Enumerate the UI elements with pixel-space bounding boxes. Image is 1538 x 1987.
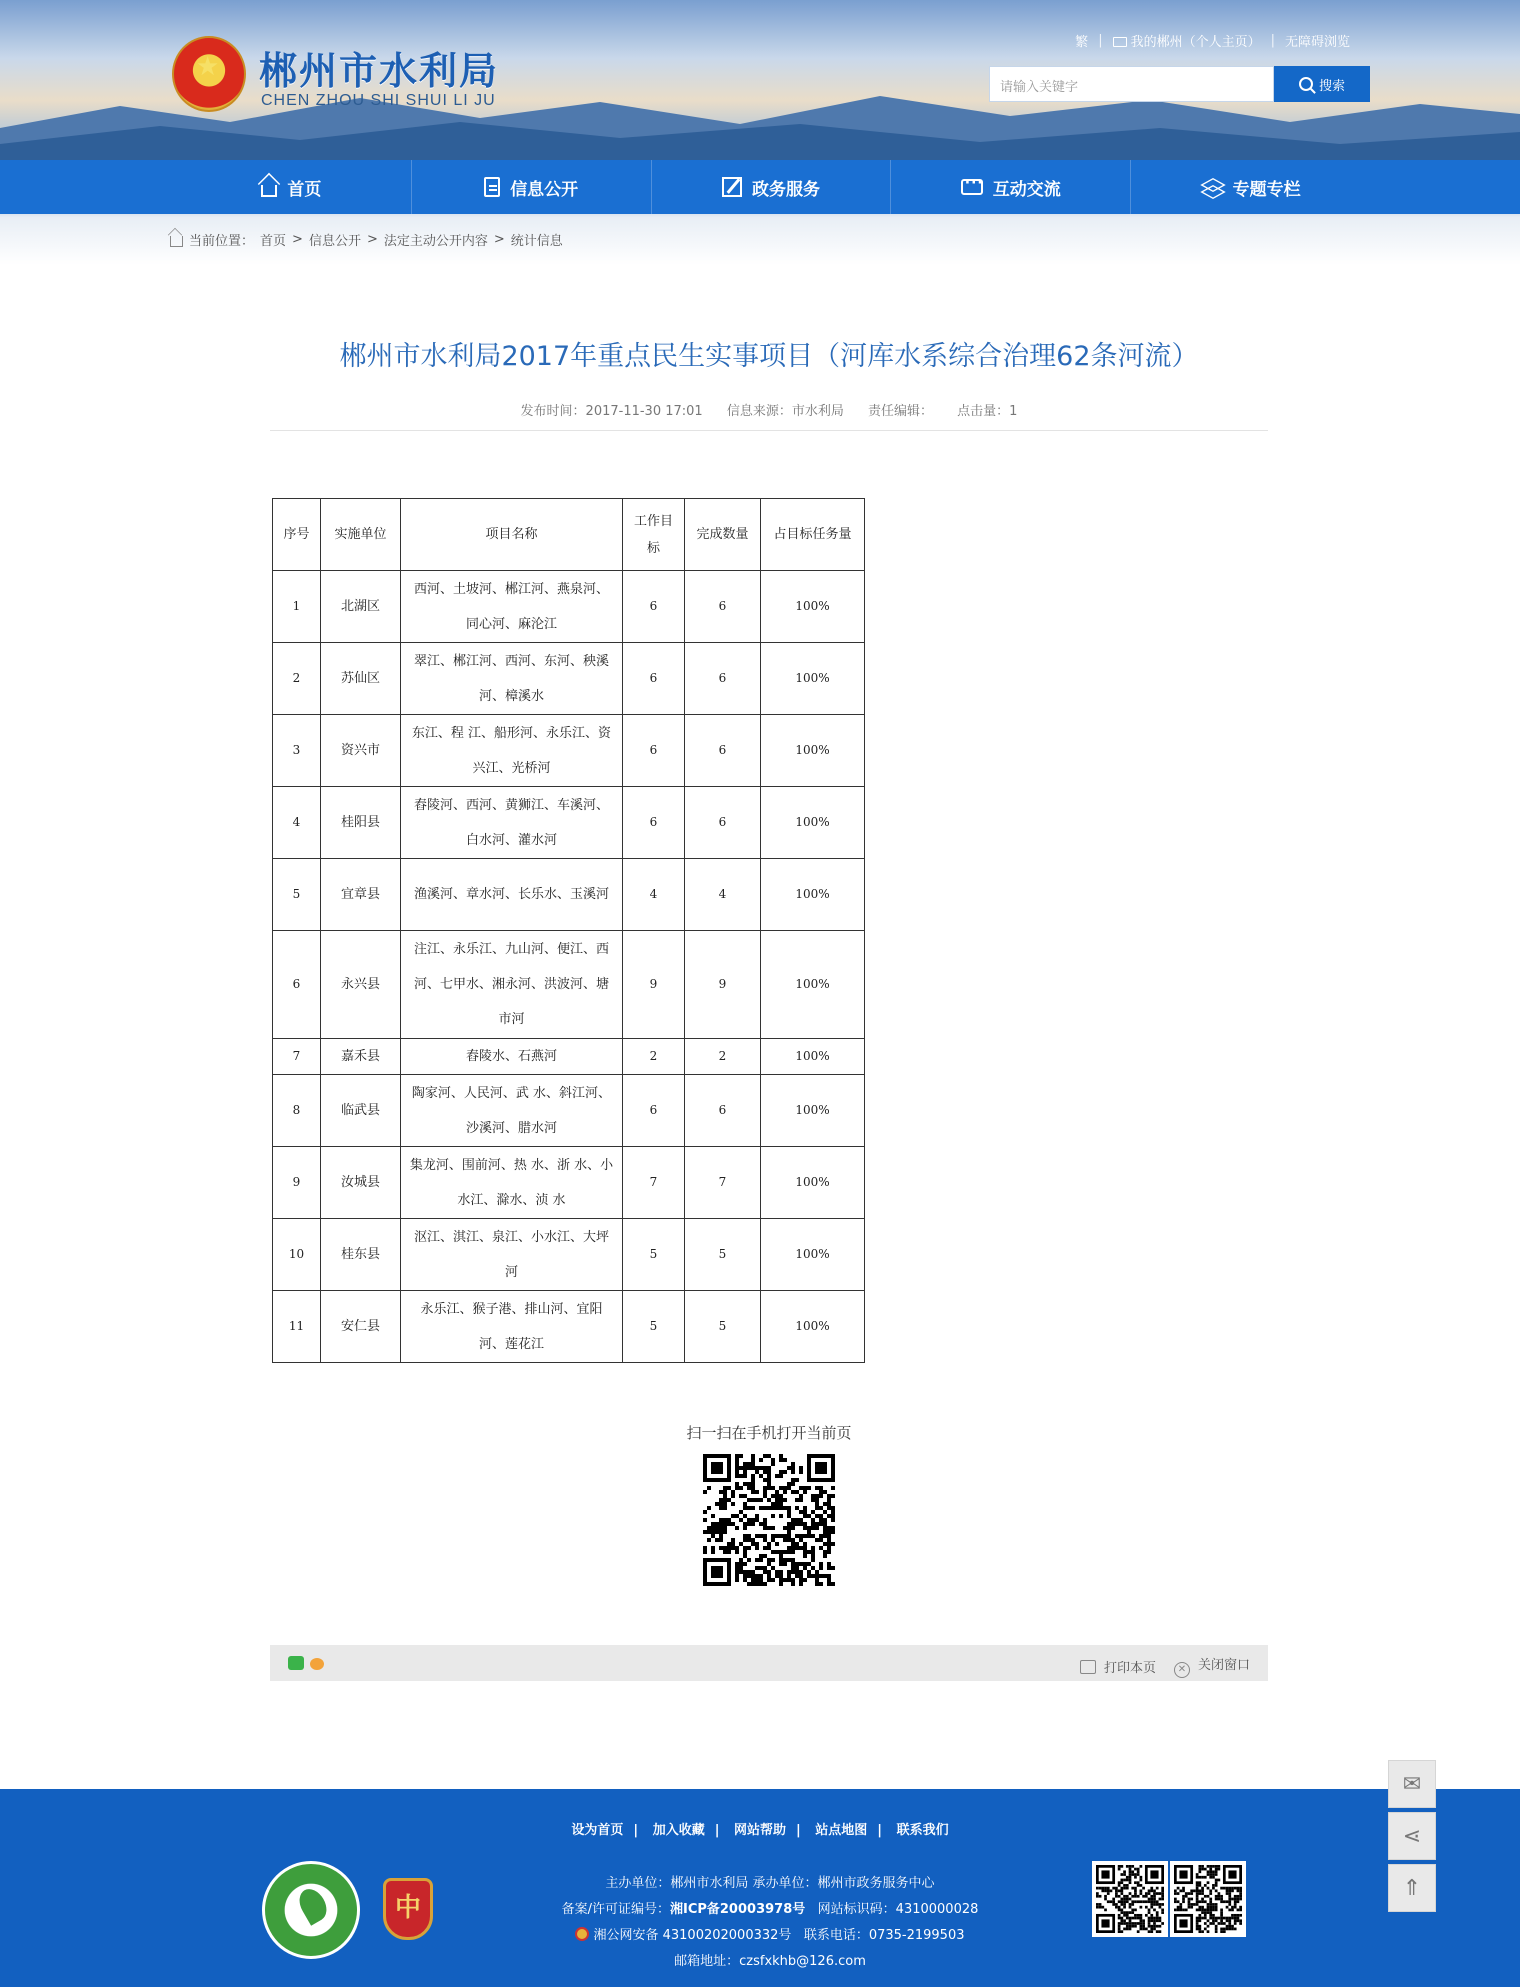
table-header-cell: 完成数量 <box>685 499 761 571</box>
nav-item-label: 政务服务 <box>751 179 820 200</box>
table-cell: 6 <box>685 571 761 643</box>
table-cell: 渔溪河、章水河、长乐水、玉溪河 <box>401 859 623 931</box>
share-bar <box>270 1645 1268 1681</box>
table-cell: 9 <box>685 931 761 1039</box>
table-cell: 陶家河、人民河、武 水、斜江河、沙溪河、腊水河 <box>401 1075 623 1147</box>
table-cell: 安仁县 <box>321 1291 401 1363</box>
footer-qr-code-2 <box>1170 1861 1246 1937</box>
breadcrumb-separator: > <box>366 232 378 247</box>
table-cell: 4 <box>273 787 321 859</box>
footer-link-set-homepage[interactable]: 设为首页 <box>571 1823 624 1838</box>
share-float-button[interactable] <box>1388 1812 1436 1860</box>
publish-time: 发布时间：2017-11-30 17:01 <box>520 404 703 419</box>
table-cell: 9 <box>623 931 685 1039</box>
search-button[interactable] <box>1274 66 1370 102</box>
table-cell: 6 <box>623 1075 685 1147</box>
table-cell: 100% <box>761 931 865 1039</box>
civilized-website-badge[interactable] <box>262 1861 360 1959</box>
table-row <box>273 787 865 859</box>
separator: | <box>1098 33 1103 48</box>
table-cell: 6 <box>623 571 685 643</box>
close-icon: ✕ <box>1174 1662 1190 1678</box>
print-label: 打印本页 <box>1103 1660 1156 1676</box>
footer <box>0 1789 1520 1987</box>
table-cell: 9 <box>273 1147 321 1219</box>
share-icon: ⋖ <box>1402 1823 1422 1849</box>
table-cell: 沤江、淇江、泉江、小水江、大坪河 <box>401 1219 623 1291</box>
footer-link-sitemap[interactable]: 站点地图 <box>815 1823 868 1838</box>
table-cell: 西河、土坡河、郴江河、燕泉河、同心河、麻沦江 <box>401 571 623 643</box>
project-table <box>272 498 865 1363</box>
site-subtitle: CHEN ZHOU SHI SHUI LI JU <box>261 92 496 109</box>
table-row <box>273 1291 865 1363</box>
nav-item-label: 首页 <box>287 179 322 200</box>
table-cell: 5 <box>623 1291 685 1363</box>
nav-item-info-disclosure[interactable] <box>412 160 652 214</box>
footer-info <box>480 1871 1060 1975</box>
table-cell: 舂陵水、石燕河 <box>401 1039 623 1075</box>
table-cell: 临武县 <box>321 1075 401 1147</box>
table-row <box>273 715 865 787</box>
table-header-cell: 序号 <box>273 499 321 571</box>
article-title: 郴州市水利局2017年重点民生实事项目（河库水系综合治理62条河流） <box>339 341 1199 372</box>
table-cell: 100% <box>761 859 865 931</box>
main-nav <box>0 160 1520 214</box>
table-cell: 集龙河、围前河、热 水、浙 水、小水江、滁水、浈 水 <box>401 1147 623 1219</box>
footer-link-bookmark[interactable]: 加入收藏 <box>652 1823 705 1838</box>
table-cell: 宜章县 <box>321 859 401 931</box>
wechat-share-icon[interactable] <box>288 1656 304 1670</box>
table-cell: 100% <box>761 571 865 643</box>
traditional-chinese-link[interactable]: 繁 <box>1075 35 1089 50</box>
table-cell: 5 <box>685 1291 761 1363</box>
icp-number[interactable]: 湘ICP备20003978号 <box>669 1902 806 1917</box>
header-banner <box>0 0 1520 265</box>
table-row <box>273 1147 865 1219</box>
table-cell: 4 <box>623 859 685 931</box>
party-government-badge[interactable]: 中 <box>383 1878 433 1940</box>
table-cell: 11 <box>273 1291 321 1363</box>
table-cell: 永兴县 <box>321 931 401 1039</box>
print-button[interactable] <box>1080 1657 1156 1676</box>
table-cell: 桂阳县 <box>321 787 401 859</box>
table-row <box>273 931 865 1039</box>
separator: | <box>1270 33 1275 48</box>
table-cell: 7 <box>685 1147 761 1219</box>
table-header-cell: 工作目标 <box>623 499 685 571</box>
article-meta <box>270 400 1268 419</box>
nav-item-label: 专题专栏 <box>1232 179 1301 200</box>
table-cell: 100% <box>761 1219 865 1291</box>
floating-toolbar <box>1388 1760 1438 1916</box>
table-cell: 嘉禾县 <box>321 1039 401 1075</box>
breadcrumb-separator: > <box>493 232 505 247</box>
table-header-cell: 项目名称 <box>401 499 623 571</box>
table-cell: 永乐江、猴子港、排山河、宜阳河、莲花江 <box>401 1291 623 1363</box>
qr-caption: 扫一扫在手机打开当前页 <box>686 1424 852 1442</box>
contact-email: 邮箱地址：czsfxkhb@126.com <box>674 1954 866 1969</box>
click-count: 点击量：1 <box>957 404 1018 419</box>
table-cell: 桂东县 <box>321 1219 401 1291</box>
top-links <box>1075 31 1350 50</box>
table-cell: 100% <box>761 643 865 715</box>
table-cell: 100% <box>761 1147 865 1219</box>
police-record[interactable]: 湘公网安备 43100202000332号 <box>593 1928 792 1943</box>
breadcrumb-item-statutory[interactable]: 法定主动公开内容 <box>383 234 488 249</box>
home-icon <box>261 185 277 197</box>
table-cell: 8 <box>273 1075 321 1147</box>
arrow-up-icon: ⇑ <box>1402 1875 1422 1901</box>
my-chenzhou-link[interactable] <box>1113 31 1261 50</box>
accessibility-link[interactable]: 无障碍浏览 <box>1284 35 1350 50</box>
leaf-icon <box>294 1884 332 1925</box>
table-cell: 6 <box>273 931 321 1039</box>
search-input[interactable]: 请输入关键字 <box>989 66 1274 102</box>
back-to-top-button[interactable] <box>1388 1864 1436 1912</box>
table-cell: 10 <box>273 1219 321 1291</box>
footer-links: 设为首页 | 加入收藏 | 网站帮助 | 站点地图 | 联系我们 <box>571 1823 949 1838</box>
table-row <box>273 859 865 931</box>
table-cell: 5 <box>685 1219 761 1291</box>
table-cell: 北湖区 <box>321 571 401 643</box>
search-icon <box>1299 77 1313 91</box>
breadcrumb-item-statistics[interactable]: 统计信息 <box>510 234 563 249</box>
qr-code <box>703 1454 835 1586</box>
table-header-cell: 占目标任务量 <box>761 499 865 571</box>
printer-icon <box>1080 1660 1096 1674</box>
close-label: 关闭窗口 <box>1197 1658 1250 1673</box>
table-header-row <box>273 499 865 571</box>
chat-icon <box>961 179 983 195</box>
table-cell: 7 <box>623 1147 685 1219</box>
footer-police-line <box>480 1923 1060 1949</box>
national-emblem-icon: ★ <box>172 36 246 112</box>
info-source: 信息来源：市水利局 <box>726 404 844 419</box>
breadcrumb-item-info-disclosure[interactable]: 信息公开 <box>308 234 361 249</box>
table-cell: 舂陵河、西河、黄狮江、车溪河、白水河、灌水河 <box>401 787 623 859</box>
weibo-share-icon[interactable] <box>310 1658 324 1670</box>
table-cell: 100% <box>761 1039 865 1075</box>
table-row <box>273 1039 865 1075</box>
footer-link-help[interactable]: 网站帮助 <box>733 1823 786 1838</box>
wechat-float-button[interactable] <box>1388 1760 1436 1808</box>
table-cell: 翠江、郴江河、西河、东河、秧溪河、樟溪水 <box>401 643 623 715</box>
nav-item-label: 互动交流 <box>992 179 1061 200</box>
table-row <box>273 1075 865 1147</box>
nav-item-home[interactable] <box>172 160 412 214</box>
nav-item-interaction[interactable] <box>891 160 1131 214</box>
table-cell: 注江、永乐江、九山河、便江、西河、七甲水、湘永河、洪波河、塘市河 <box>401 931 623 1039</box>
layers-icon <box>1201 176 1223 198</box>
table-cell: 6 <box>685 643 761 715</box>
home-icon <box>170 236 183 247</box>
table-header-cell: 实施单位 <box>321 499 401 571</box>
footer-sponsor: 主办单位：郴州市水利局 承办单位：郴州市政务服务中心 <box>605 1876 935 1891</box>
table-cell: 汝城县 <box>321 1147 401 1219</box>
my-chenzhou-label: 我的郴州（个人主页） <box>1130 35 1261 50</box>
table-cell: 6 <box>685 715 761 787</box>
site-title[interactable]: 郴州市水利局 <box>259 49 500 93</box>
breadcrumb-prefix: 当前位置： <box>189 234 255 249</box>
monitor-icon <box>1113 37 1127 47</box>
contact-phone: 联系电话：0735-2199503 <box>803 1928 965 1943</box>
footer-link-contact[interactable]: 联系我们 <box>896 1823 949 1838</box>
table-cell: 5 <box>273 859 321 931</box>
table-cell: 100% <box>761 715 865 787</box>
footer-icp-line <box>480 1897 1060 1923</box>
table-row <box>273 1219 865 1291</box>
responsible-editor: 责任编辑： <box>868 404 934 419</box>
edit-icon <box>722 177 742 197</box>
close-window-button[interactable] <box>1174 1654 1250 1678</box>
wechat-icon: ✉ <box>1402 1771 1422 1797</box>
table-cell: 东江、程 江、船形河、永乐江、资兴江、光桥河 <box>401 715 623 787</box>
table-cell: 100% <box>761 787 865 859</box>
table-cell: 资兴市 <box>321 715 401 787</box>
table-cell: 6 <box>685 787 761 859</box>
table-row <box>273 643 865 715</box>
table-cell: 5 <box>623 1219 685 1291</box>
nav-item-topics[interactable] <box>1131 160 1370 214</box>
nav-item-label: 信息公开 <box>510 179 579 200</box>
breadcrumb-item-home[interactable]: 首页 <box>260 234 287 249</box>
table-row <box>273 571 865 643</box>
table-cell: 100% <box>761 1075 865 1147</box>
table-cell: 100% <box>761 1291 865 1363</box>
table-cell: 2 <box>623 1039 685 1075</box>
nav-item-gov-services[interactable] <box>652 160 892 214</box>
search-button-label: 搜索 <box>1318 78 1345 94</box>
table-cell: 6 <box>623 643 685 715</box>
table-cell: 6 <box>623 787 685 859</box>
table-cell: 3 <box>273 715 321 787</box>
police-badge-icon <box>575 1927 589 1941</box>
icp-prefix: 备案/许可证编号： <box>561 1902 670 1917</box>
table-cell: 苏仙区 <box>321 643 401 715</box>
table-cell: 7 <box>273 1039 321 1075</box>
footer-qr-code-1 <box>1092 1861 1168 1937</box>
document-icon <box>484 177 500 197</box>
table-cell: 4 <box>685 859 761 931</box>
breadcrumb <box>170 230 563 249</box>
table-cell: 6 <box>685 1075 761 1147</box>
breadcrumb-separator: > <box>292 232 303 247</box>
divider <box>270 430 1268 431</box>
table-cell: 6 <box>623 715 685 787</box>
table-cell: 2 <box>685 1039 761 1075</box>
table-cell: 2 <box>273 643 321 715</box>
site-id: 网站标识码：4310000028 <box>817 1902 979 1917</box>
table-cell: 1 <box>273 571 321 643</box>
